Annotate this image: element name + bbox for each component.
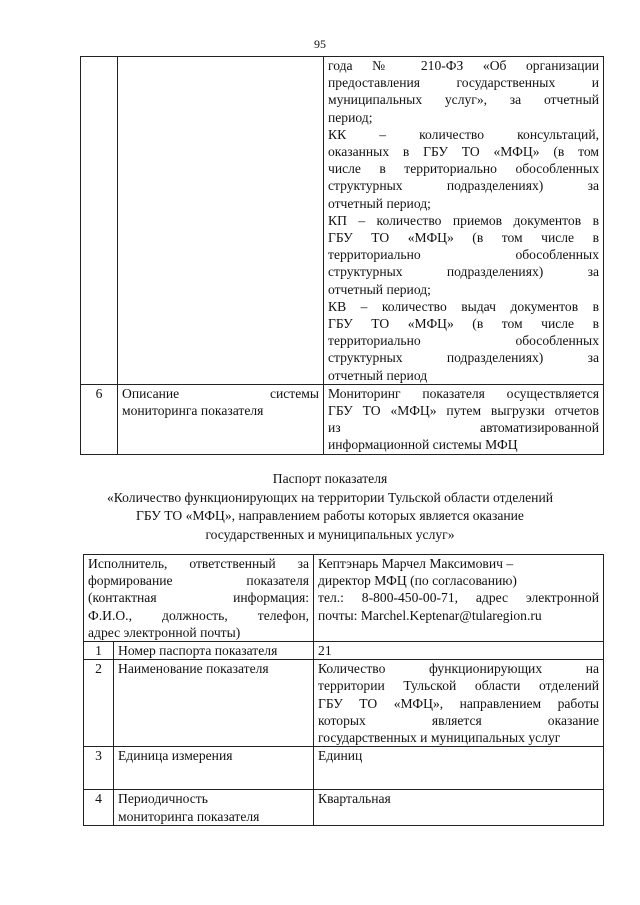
- row-name: [114, 642, 314, 660]
- text-line: Мониторинг показателя осуществляется: [328, 385, 599, 401]
- text-line: из автоматизированной: [328, 420, 599, 436]
- text-line: отчетный период;: [328, 195, 431, 211]
- text-line: директор МФЦ (по согласованию): [318, 573, 517, 589]
- text-line: 21: [318, 643, 332, 659]
- passport-table: [83, 554, 604, 826]
- text-line: формирование показателя: [88, 573, 310, 589]
- table-row-2: [84, 660, 604, 747]
- row-number: 1: [84, 642, 114, 660]
- text-line: Кептэнарь Марчел Максимович –: [318, 556, 514, 571]
- row-value: [324, 384, 604, 454]
- text-line: ГБУ ТО «МФЦ», направлением работы: [318, 695, 600, 711]
- row-name: [114, 747, 314, 790]
- row-value: [314, 642, 604, 660]
- text-line: Описание системы: [122, 385, 319, 401]
- cell-definitions: [324, 57, 604, 385]
- text-line: КК – количество консультаций,: [328, 126, 599, 142]
- page-number: 95: [314, 37, 326, 51]
- passport-subtitle-line: ГБУ ТО «МФЦ», направлением работы которых является оказание: [136, 508, 524, 523]
- text-line: мониторинга показателя: [118, 808, 260, 824]
- definition-block-kv: [328, 298, 599, 384]
- text-line: КП – количество приемов документов в: [328, 212, 599, 228]
- row-name: [118, 384, 324, 454]
- text-line: государственных и муниципальных услуг: [318, 730, 561, 746]
- text-line: ГБУ ТО «МФЦ» (в том числе в: [328, 230, 599, 246]
- table-row-3: [84, 747, 604, 790]
- text-line: Квартальная: [318, 791, 391, 807]
- text-line: Единиц: [318, 748, 363, 764]
- executor-label: [84, 555, 314, 642]
- text-line: предоставления государственных и: [328, 75, 599, 91]
- text-line: Ф.И.О., должность, телефон,: [88, 607, 310, 623]
- text-line: которых является оказание: [318, 712, 600, 728]
- table-row-6: [81, 384, 604, 454]
- text-line: период;: [328, 109, 373, 125]
- passport-heading: Паспорт показателя: [272, 471, 388, 486]
- cell-num-empty: [81, 57, 118, 385]
- text-line: отчетный период;: [328, 281, 431, 297]
- text-line: Наименование показателя: [118, 661, 269, 677]
- cell-name-empty: [118, 57, 324, 385]
- row-number: 3: [84, 747, 114, 790]
- text-line: Количество функционирующих на: [318, 661, 600, 677]
- row-number: 6: [81, 384, 118, 454]
- text-line: муниципальных услуг», за отчетный: [328, 92, 599, 108]
- row-name: [114, 660, 314, 747]
- passport-title: [60, 470, 600, 544]
- passport-subtitle-line: «Количество функционирующих на территории Тульской области отделений: [106, 489, 553, 505]
- row-value: [314, 790, 604, 825]
- executor-value: [314, 555, 604, 642]
- text-line: Номер паспорта показателя: [118, 643, 278, 659]
- definition-block-210fz: [328, 57, 599, 126]
- passport-subtitle-line: государственных и муниципальных услуг»: [205, 526, 455, 542]
- table-row-1: [84, 642, 604, 660]
- definition-block-kp: [328, 212, 599, 298]
- text-line: адрес электронной почты): [88, 624, 241, 640]
- table-row-executor: [84, 555, 604, 642]
- text-line: Исполнитель, ответственный за: [88, 556, 310, 571]
- row-number: 2: [84, 660, 114, 747]
- text-line: тел.: 8-800-450-00-71, адрес электронной: [318, 590, 600, 606]
- row-value: [314, 747, 604, 790]
- row-value: [314, 660, 604, 747]
- text-line: территориально обособленных: [328, 247, 599, 263]
- text-line: оказанных в ГБУ ТО «МФЦ» (в том: [328, 144, 599, 160]
- text-line: года № 210-ФЗ «Об организации: [328, 58, 599, 73]
- text-line: информационной системы МФЦ: [328, 437, 518, 453]
- text-line: КВ – количество выдач документов в: [328, 298, 599, 314]
- text-line: (контактная информация:: [88, 590, 310, 606]
- text-line: территориально обособленных: [328, 333, 599, 349]
- text-line: Периодичность: [118, 791, 208, 807]
- text-line: числе в территориально обособленных: [328, 161, 599, 177]
- text-line: структурных подразделениях) за: [328, 178, 599, 194]
- text-line: отчетный период: [328, 367, 428, 383]
- text-line: структурных подразделениях) за: [328, 350, 599, 366]
- text-line: Единица измерения: [118, 748, 233, 764]
- text-line: мониторинга показателя: [122, 403, 264, 419]
- definition-block-kk: [328, 126, 599, 212]
- text-line: ГБУ ТО «МФЦ» (в том числе в: [328, 316, 599, 332]
- email-text: почты: Marchel.Keptenar@tularegion.ru: [318, 607, 542, 623]
- continuation-table: [80, 56, 604, 455]
- row-number: 4: [84, 790, 114, 825]
- table-row-4: [84, 790, 604, 825]
- text-line: территории Тульской области отделений: [318, 678, 600, 694]
- row-name: [114, 790, 314, 825]
- text-line: ГБУ ТО «МФЦ» путем выгрузки отчетов: [328, 403, 599, 419]
- text-line: структурных подразделениях) за: [328, 264, 599, 280]
- table-row-definitions: [81, 57, 604, 385]
